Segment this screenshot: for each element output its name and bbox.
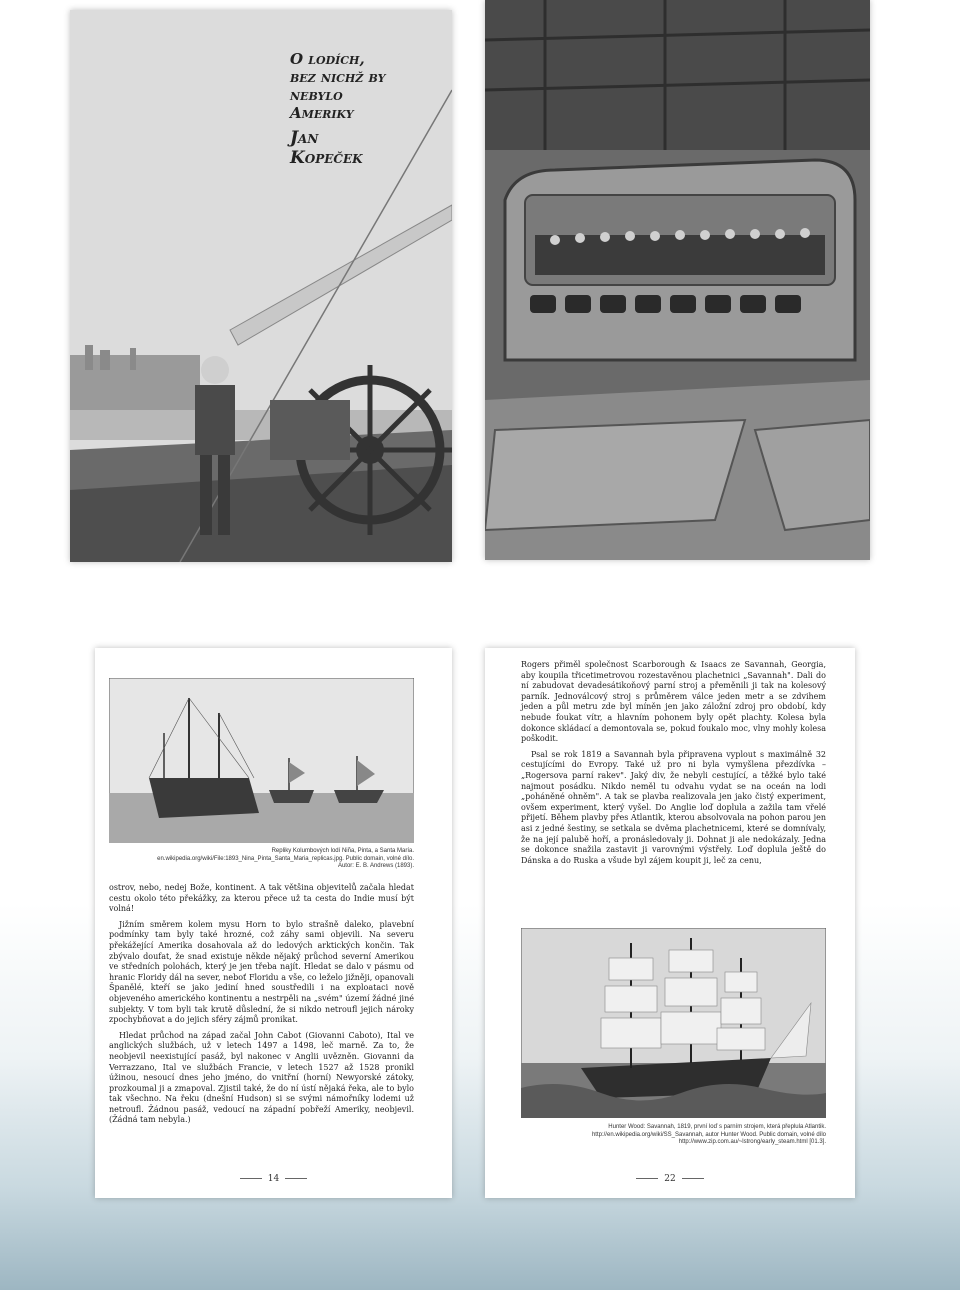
page-14-text bbox=[109, 883, 414, 1131]
factory-photo-page bbox=[485, 0, 870, 560]
paragraph: Jižním směrem kolem mysu Horn to bylo strašně daleko, plavební podmínky tam byly také hrozné, což záhy sami objevili. Na severu překážející Amerika dosahovala až do ledových arktických končin. Tak zbývalo doufat, že snad existuje někde nějaký průchod severní Amerikou ve středních polohách, který je jen třeba najít. Hledat se dalo v pásmu od hranic Floridy dál na sever, neboť Floridu a vše, co leželo jižněji, opanovali Španělé, kteří se jako jediní hned soustředili i na exploataci nově objeveného amerického kontinentu a nestrpěli na „svém" území žádné jiné subjekty. V tom byli tak krutě důslední, že si nikdo netroufl jejich nároky zpochybňovat a do jejich sféry zájmů pronikat. bbox=[109, 919, 414, 1025]
book-cover bbox=[70, 10, 452, 562]
ships-illustration bbox=[109, 678, 414, 843]
savannah-painting bbox=[521, 928, 826, 1118]
paragraph: Psal se rok 1819 a Savannah byla připravena vyplout s maximálně 32 cestujícími do Evropy. Také už pro ni byla vymyšlena přezdívka – „Rogersova parní rakev". Jaký div, že nebyli cestující, a těžké bylo také najmout posádku. Nikdo neměl tu odvahu vydat se na oceán na lodi „poháněné ohněm". A tak se plavba realizovala jen jako čistý experiment, ovšem experiment, který vyšel. Do Anglie loď doplula a zažila tam vřelé přijetí. Během plavby přes Atlantik, kterou absolvovala na pohon parou jen asi z jedné šestiny, se setkala se dvěma plachetnicemi, které se domnívaly, že na její palubě hoří, a pronásledovaly ji. Dohnat ji ale nedokázaly. Jedna se dokonce snažila zastavit ji varovnými výstřely. Loď doplula ještě do Dánska a do Ruska a všude byl zájem koupit ji, leč za cenu, bbox=[521, 749, 826, 865]
book-author: Jan Kopeček bbox=[290, 128, 363, 168]
savannah-caption: Hunter Wood: Savannah, 1819, první loď s parním strojem, která přeplula Atlantik. http://en.wikipedia.org/wiki/SS_Savannah, autor Hunter Wood. Public domain, volné dílo http://www.zip.com.au/~lstrong/early_steam.html [01.3]. bbox=[591, 1124, 826, 1145]
page-22 bbox=[485, 648, 855, 1198]
page-number: 14 bbox=[95, 1174, 452, 1184]
page-number: 22 bbox=[485, 1174, 855, 1184]
page-22-text bbox=[521, 660, 826, 871]
factory-photo bbox=[485, 0, 870, 560]
paragraph: ostrov, nebo, nedej Bože, kontinent. A tak většina objevitelů začala hledat cestu okolo této překážky, za kterou přece už ta cesta do Indie musí být volná! bbox=[109, 883, 414, 914]
ships-caption: Repliky Kolumbových lodí Niña, Pinta, a Santa María. en.wikipedia.org/wiki/File:1893_Nina_Pinta_Santa_Maria_replicas.jpg. Public domain, volné dílo. Autor: E. B. Andrews (1893). bbox=[157, 848, 414, 869]
book-title: O lodích, bez nichž by nebylo Ameriky bbox=[290, 50, 386, 122]
page-14 bbox=[95, 648, 452, 1198]
paragraph: Rogers přiměl společnost Scarborough & Isaacs ze Savannah, Georgia, aby koupila třicetimetrovou rozestavěnou plachetnici „Savannah". Dali do ní zabudovat devadesátikoňový parní stroj a přeměnili ji tak na kolesový parník. Jednoválcový stroj s průměrem válce jeden metr a se zdvihem jeden a půl metru zde byl míněn jen jako záložní zdroj pro období, kdy nebude foukat vítr, a hlavním pohonem byly opět plachty. Kolesa byla dokonce skládací a demontovala se, pokud foukalo moc, vlny mohly kolesa poškodit. bbox=[521, 660, 826, 744]
paragraph: Hledat průchod na západ začal John Cabot (Giovanni Caboto), Ital ve anglických službách, už v letech 1497 a 1498, leč marně. Za to, že neobjevil neexistující pasáž, byl nakonec v Anglii uvězněn. Giovanni da Verrazzano, Ital ve službách Francie, v letech 1527 až 1528 pronikl úžinou, nesoucí dnes jeho jméno, do vnitřní (horní) Newyorské zátoky, prozkoumal ji a zmapoval. Zjistil také, že do ní ústí nějaká řeka, ale to bylo tak všechno. Na řeku (dnešní Hudson) si se svými námořníky lodemi už netroufl. Žádnou pasáž, vedoucí na západní pobřeží Ameriky, neobjevil. (Žádná tam nebyla.) bbox=[109, 1030, 414, 1125]
